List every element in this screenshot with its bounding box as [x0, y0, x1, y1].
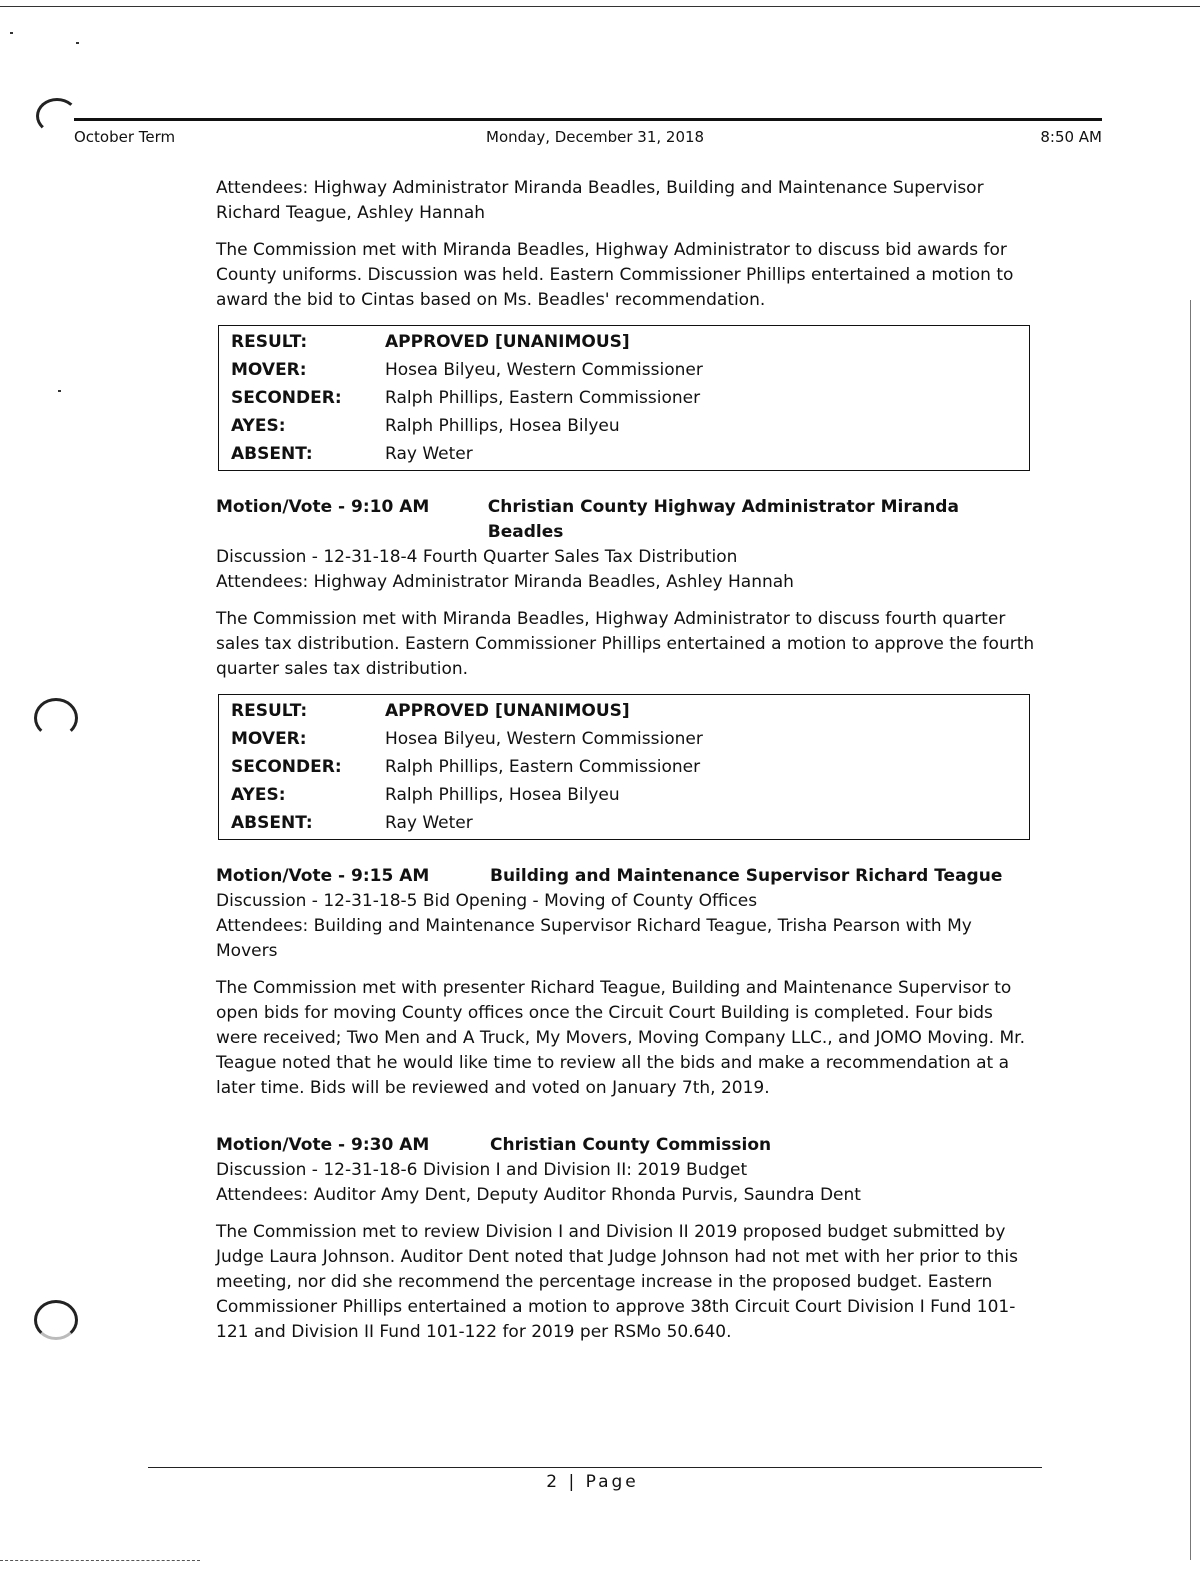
- motion-discussion: Discussion - 12-31-18-6 Division I and Division II: 2019 Budget: [216, 1160, 748, 1180]
- header-term: October Term: [74, 128, 176, 146]
- motion-presenter: Building and Maintenance Supervisor Richard Teague: [490, 866, 1003, 886]
- vote-row-result: [219, 697, 1029, 725]
- motion-title: [216, 495, 1036, 545]
- scan-right-edge: [1190, 300, 1191, 1560]
- motion-attendees: Attendees: Building and Maintenance Supervisor Richard Teague, Trisha Pearson with My Movers: [216, 916, 972, 961]
- absent-label: ABSENT:: [231, 813, 313, 833]
- header-rule: [74, 118, 1102, 121]
- absent-value: Ray Weter: [385, 444, 473, 464]
- absent-label: ABSENT:: [231, 444, 313, 464]
- motion-attendees: Attendees: Highway Administrator Miranda Beadles, Ashley Hannah: [216, 572, 794, 592]
- motion-attendees: Attendees: Auditor Amy Dent, Deputy Auditor Rhonda Purvis, Saundra Dent: [216, 1185, 861, 1205]
- intro-attendees: Attendees: Highway Administrator Miranda Beadles, Building and Maintenance Supervisor Richard Teague, Ashley Hannah: [216, 178, 984, 223]
- vote-row-mover: [219, 356, 1029, 384]
- footer-rule: [148, 1467, 1042, 1468]
- vote-row-absent: [219, 440, 1029, 468]
- mover-label: MOVER:: [231, 360, 307, 380]
- result-value: APPROVED [UNANIMOUS]: [385, 701, 630, 721]
- binder-hole-bottom-icon: [34, 1300, 78, 1340]
- seconder-value: Ralph Phillips, Eastern Commissioner: [385, 757, 701, 777]
- ayes-value: Ralph Phillips, Hosea Bilyeu: [385, 785, 620, 805]
- motion-discussion: Discussion - 12-31-18-5 Bid Opening - Moving of County Offices: [216, 891, 758, 911]
- mover-value: Hosea Bilyeu, Western Commissioner: [385, 360, 703, 380]
- vote-row-absent: [219, 809, 1029, 837]
- scan-speck: [58, 390, 61, 392]
- scan-speck: [76, 42, 79, 44]
- vote-row-seconder: [219, 384, 1029, 412]
- motion-presenter: Christian County Commission: [490, 1135, 772, 1155]
- binder-hole-top-icon: [36, 98, 78, 134]
- ayes-label: AYES:: [231, 416, 286, 436]
- vote-table: [218, 694, 1030, 840]
- motion-body: The Commission met with Miranda Beadles, Highway Administrator to discuss fourth quarter sales tax distribution. Eastern Commissioner Phillips entertained a motion to approve the fourth quarter sales tax distribution.: [216, 609, 1035, 679]
- mover-value: Hosea Bilyeu, Western Commissioner: [385, 729, 703, 749]
- result-label: RESULT:: [231, 332, 308, 352]
- intro-body: The Commission met with Miranda Beadles, Highway Administrator to discuss bid awards for County uniforms. Discussion was held. Eastern Commissioner Phillips entertained a motion to award the bid to Cintas based on Ms. Beadles' recommendation.: [216, 240, 1014, 310]
- motion-body: The Commission met with presenter Richard Teague, Building and Maintenance Supervisor to open bids for moving County offices once the Circuit Court Building is completed. Four bids were received; Two Men and A Truck, My Movers, Moving Company LLC., and JOMO Moving. Mr. Teague noted that he would like time to review all the bids and make a recommendation at a later time. Bids will be reviewed and voted on January 7th, 2019.: [216, 978, 1025, 1098]
- scan-speck: [10, 32, 13, 34]
- scan-top-edge: [0, 6, 1200, 7]
- minutes-content: [216, 176, 1036, 1357]
- vote-row-ayes: [219, 412, 1029, 440]
- seconder-label: SECONDER:: [231, 388, 342, 408]
- mover-label: MOVER:: [231, 729, 307, 749]
- motion-title: [216, 1133, 1036, 1158]
- motion-body: The Commission met to review Division I and Division II 2019 proposed budget submitted by Judge Laura Johnson. Auditor Dent noted that Judge Johnson had not met with her prior to this meeting, nor did she recommend the percentage increase in the proposed budget. Eastern Commissioner Phillips entertained a motion to approve 38th Circuit Court Division I Fund 101-121 and Division II Fund 101-122 for 2019 per RSMo 50.640.: [216, 1222, 1018, 1342]
- result-label: RESULT:: [231, 701, 308, 721]
- header-time: 8:50 AM: [1040, 128, 1102, 146]
- header-date: Monday, December 31, 2018: [486, 128, 705, 146]
- seconder-value: Ralph Phillips, Eastern Commissioner: [385, 388, 701, 408]
- binder-hole-middle-icon: [34, 698, 78, 738]
- motion-time: Motion/Vote - 9:30 AM: [216, 1135, 430, 1155]
- result-value: APPROVED [UNANIMOUS]: [385, 332, 630, 352]
- absent-value: Ray Weter: [385, 813, 473, 833]
- motion-presenter: Christian County Highway Administrator Miranda Beadles: [487, 497, 959, 542]
- motion-discussion: Discussion - 12-31-18-4 Fourth Quarter Sales Tax Distribution: [216, 547, 738, 567]
- vote-row-mover: [219, 725, 1029, 753]
- ayes-value: Ralph Phillips, Hosea Bilyeu: [385, 416, 620, 436]
- motion-time: Motion/Vote - 9:15 AM: [216, 866, 430, 886]
- scan-bottom-marks: [0, 1560, 200, 1563]
- motion-time: Motion/Vote - 9:10 AM: [216, 497, 430, 517]
- motion-title: [216, 864, 1036, 889]
- seconder-label: SECONDER:: [231, 757, 342, 777]
- ayes-label: AYES:: [231, 785, 286, 805]
- vote-row-result: [219, 328, 1029, 356]
- vote-row-seconder: [219, 753, 1029, 781]
- page-header: [74, 128, 1102, 150]
- vote-table: [218, 325, 1030, 471]
- vote-row-ayes: [219, 781, 1029, 809]
- page-number: 2 | Page: [546, 1472, 639, 1492]
